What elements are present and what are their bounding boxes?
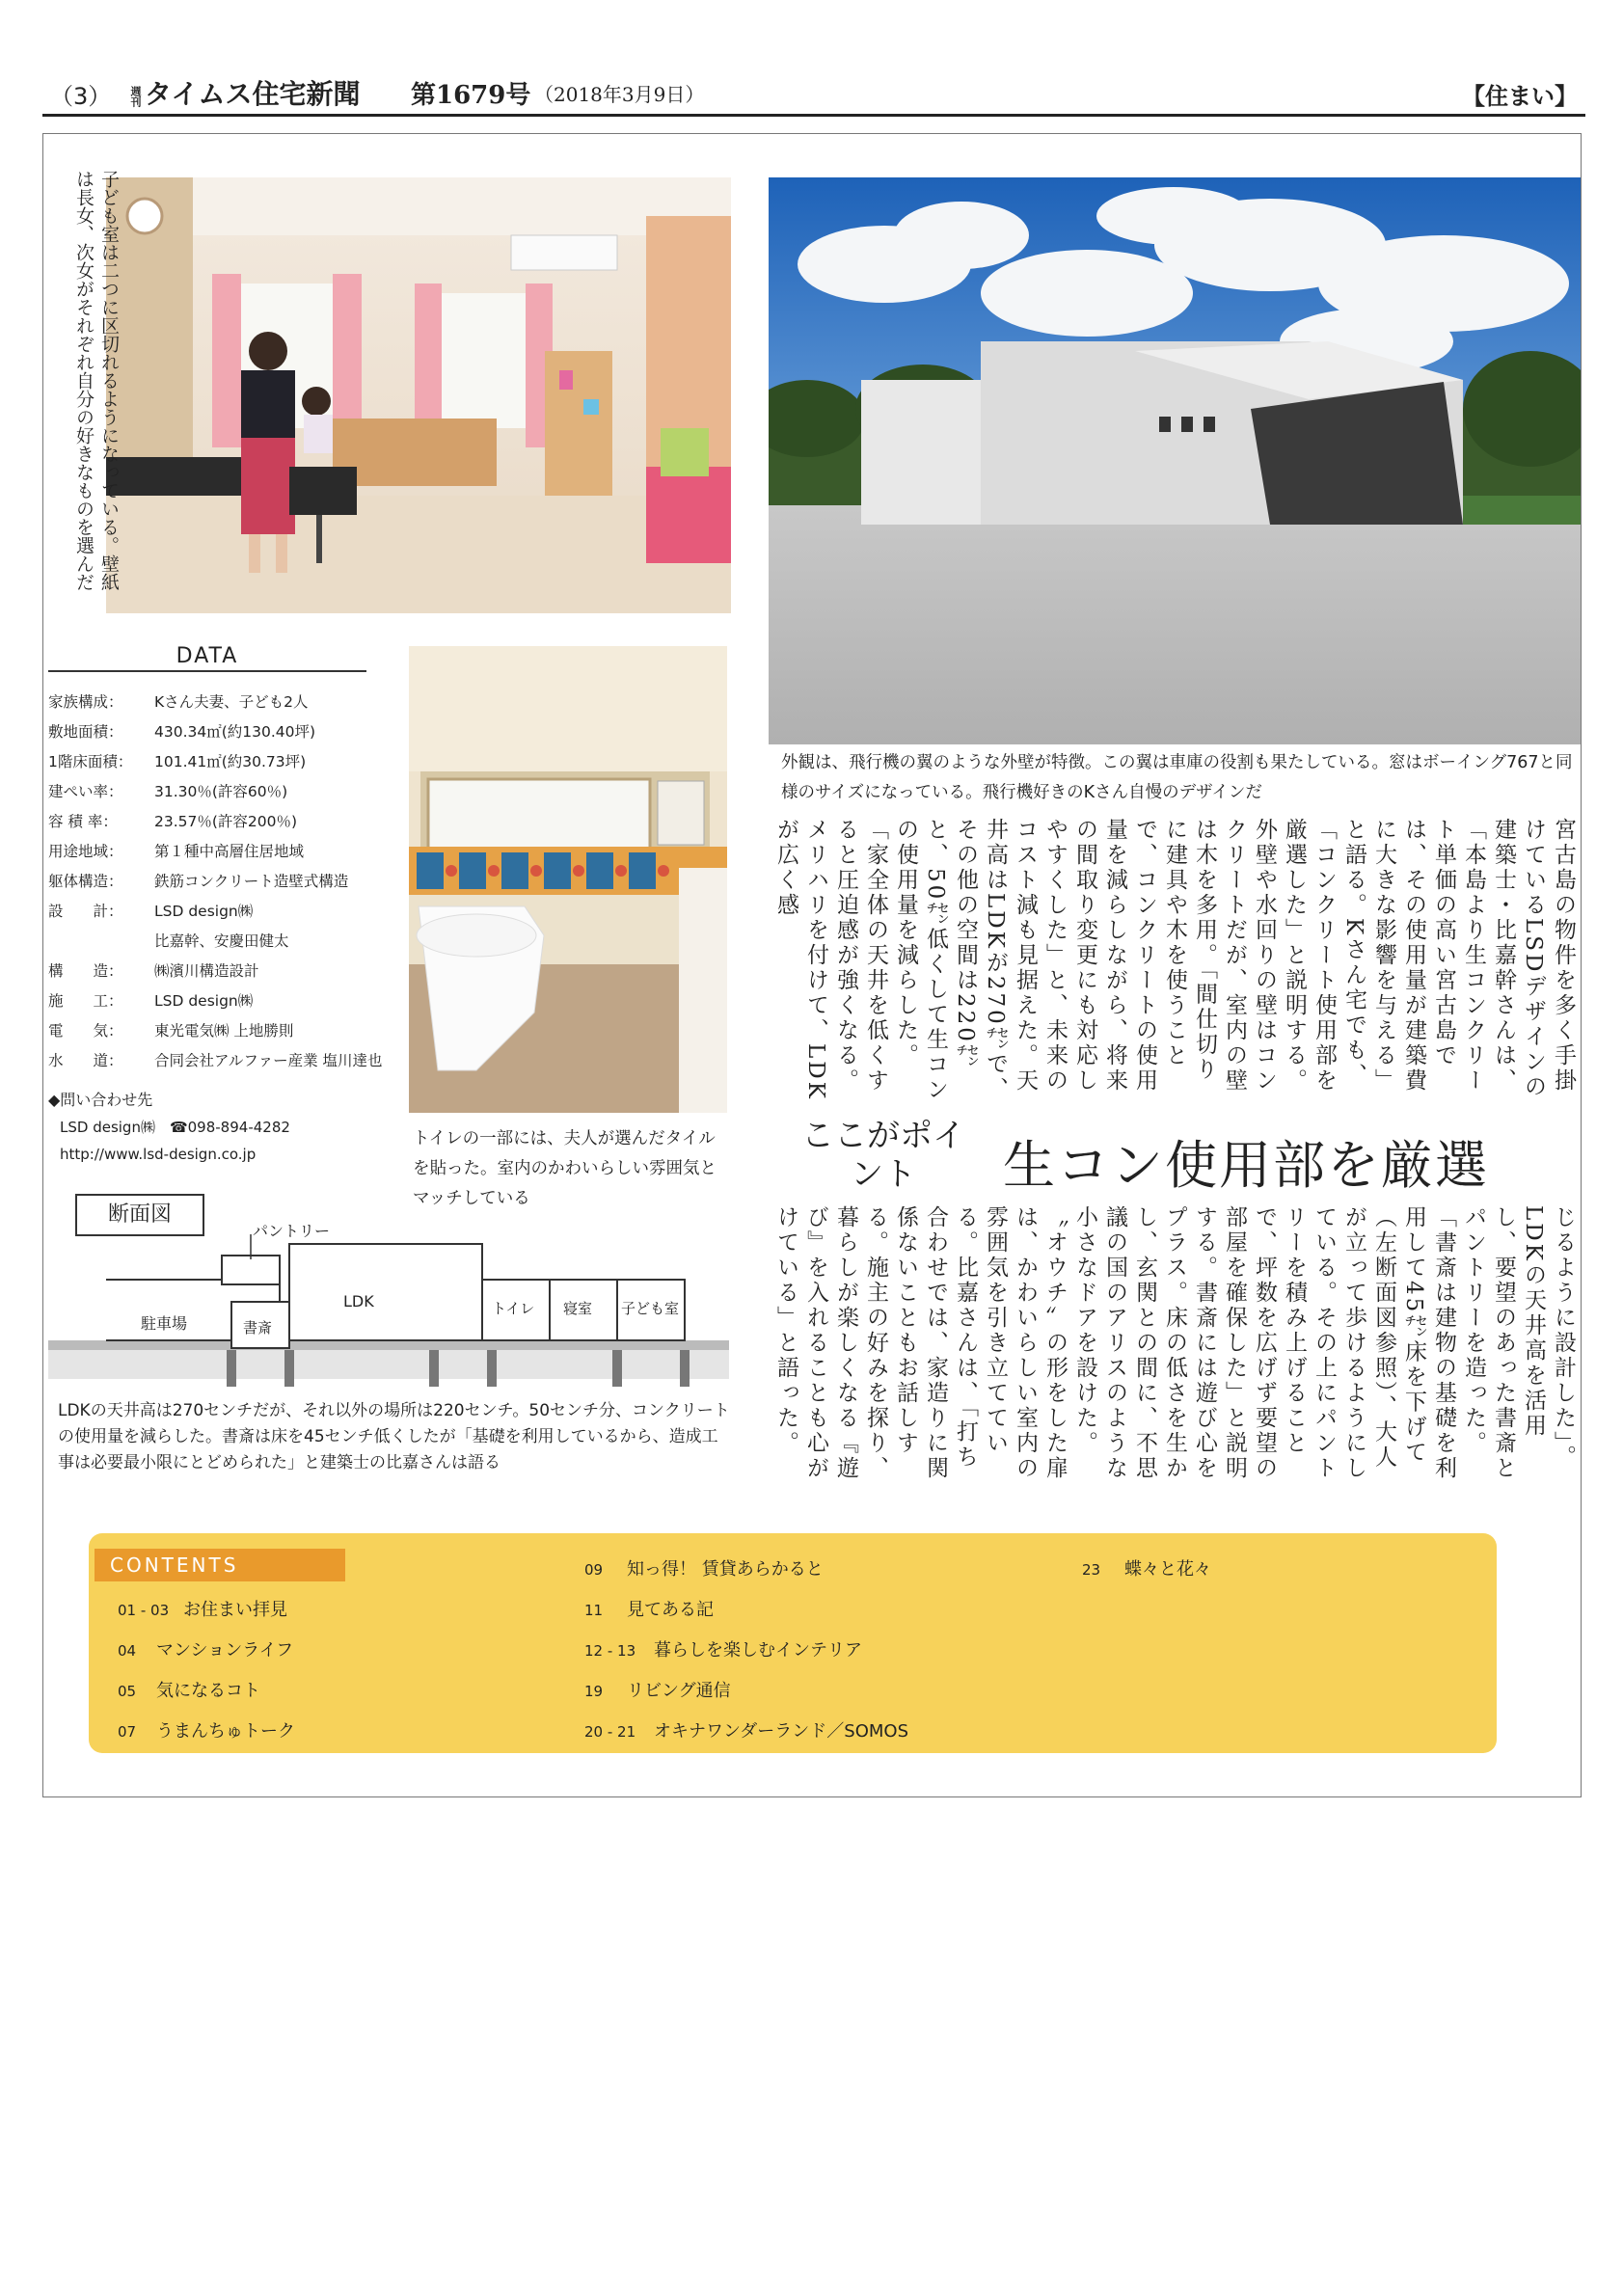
contents-num: 04	[118, 1642, 137, 1660]
data-value: 比嘉幹、安慶田健太	[154, 932, 289, 950]
data-value: LSD design㈱	[154, 992, 254, 1010]
contents-title: リビング通信	[627, 1681, 731, 1701]
contents-title: 蝶々と花々	[1124, 1559, 1211, 1580]
newspaper-title	[127, 73, 360, 112]
data-list	[48, 690, 415, 1079]
ldk-label: LDK	[343, 1292, 374, 1310]
issue-date: （2018年3月9日）	[534, 83, 705, 106]
data-label: 水 道：	[48, 1052, 123, 1069]
data-row	[48, 1049, 415, 1079]
data-row	[48, 930, 415, 959]
data-value: ㈱濱川構造設計	[154, 962, 259, 980]
data-label: 用途地域：	[48, 843, 123, 860]
point-title: 生コン使用部を厳選	[1003, 1135, 1489, 1196]
data-value: 東光電気㈱ 上地勝則	[154, 1022, 294, 1040]
point-label: ここがポイント	[801, 1117, 965, 1194]
contents-num: 19	[584, 1683, 604, 1700]
data-value: 第１種中高層住居地域	[154, 843, 305, 860]
contents-num: 12 - 13	[584, 1642, 636, 1660]
section-diagram-caption: LDKの天井高は270センチだが、それ以外の場所は220センチ。50センチ分、コンクリートの使用量を減らした。書斎は床を45センチ低くしたが「基礎を利用しているから、造成工事は必要最小限にとどめられた」と建築士の比嘉さんは語る	[58, 1401, 730, 1472]
contents-num: 07	[118, 1723, 137, 1741]
study-label: 書斎	[243, 1319, 273, 1337]
data-row	[48, 840, 415, 870]
data-label: 容 積 率：	[48, 813, 118, 830]
data-row	[48, 959, 415, 989]
data-value: 430.34㎡(約130.40坪)	[154, 723, 316, 741]
contents-title: 気になるコト	[156, 1681, 260, 1701]
data-label: 設 計：	[48, 903, 123, 920]
contact-company: LSD design㈱ ☎098-894-4282	[60, 1119, 290, 1136]
exterior-caption: 外観は、飛行機の翼のような外壁が特徴。この翼は車庫の役割も果たしている。窓はボーイング767と同様のサイズになっている。飛行機好きのKさん自慢のデザインだ	[781, 753, 1573, 802]
data-title: DATA	[48, 644, 366, 672]
contents-title: うまんちゅトーク	[156, 1721, 295, 1742]
kids-room-photo	[106, 177, 731, 613]
contents-num: 01 - 03	[118, 1602, 170, 1619]
data-value: 31.30％(許容60％)	[154, 783, 288, 800]
section-label: 【住まい】	[1462, 83, 1578, 110]
contents-num: 09	[584, 1561, 604, 1579]
section-diagram	[48, 1217, 729, 1391]
contents-title: 知っ得！ 賃貸あらかると	[627, 1559, 824, 1580]
data-row	[48, 780, 415, 810]
toilet-caption: トイレの一部には、夫人が選んだタイルを貼った。室内のかわいらしい雰囲気とマッチしている	[413, 1129, 717, 1208]
data-row	[48, 690, 415, 720]
data-row	[48, 720, 415, 750]
weekly-label: 週刊	[129, 85, 142, 107]
contents-num: 05	[118, 1683, 137, 1700]
data-label: 構 造：	[48, 962, 123, 980]
contents-title: マンションライフ	[156, 1640, 294, 1661]
kids-room-caption: 子ども室は二つに区切れるようになっている。壁紙は長女、次女がそれぞれ自分の好きなものを選んだ	[73, 170, 120, 591]
data-label: 施 工：	[48, 992, 123, 1010]
data-value: 合同会社アルファー産業 塩川達也	[154, 1052, 383, 1069]
data-label: 1階床面積：	[48, 753, 133, 770]
data-row	[48, 750, 415, 780]
contents-num: 11	[584, 1602, 604, 1619]
data-value: 101.41㎡(約30.73坪)	[154, 753, 307, 770]
contents-num: 20 - 21	[584, 1723, 636, 1741]
contact-heading: ◆問い合わせ先	[48, 1091, 153, 1109]
contents-title: お住まい拝見	[183, 1600, 287, 1620]
article-upper-column: 宮古島の物件を多く手掛けているLSDデザインの建築士・比嘉幹さんは、「本島より生コンクリート単価の高い宮古島では、その使用量が建築費に大きな影響を与える」と語る。Kさん宅でも、「コンクリート使用部を厳選した」と説明する。外壁や水回りの壁はコンクリートだが、室内の壁は木を多用。「間仕切りに建具や木を使うことで、コンクリートの使用量を減らしながら、将来の間取り変更にも対応しやすくした」と、未来のコスト減も見据えた。天井高はLDKが270㌢で、その他の空間は220㌢と、50㌢低くして生コンの使用量を減らした。「家全体の天井を低くすると圧迫感が強くなる。メリハリを付けて、LDKが広く感	[773, 818, 1576, 1103]
newspaper-name: タイムス住宅新聞	[145, 78, 361, 110]
data-value: 鉄筋コンクリート造壁式構造	[154, 873, 349, 890]
bedroom-label: 寝室	[563, 1300, 593, 1317]
section-diagram-title: 断面図	[75, 1194, 204, 1236]
parking-label: 駐車場	[141, 1314, 188, 1333]
contents-label: CONTENTS	[95, 1549, 345, 1581]
contents-num: 23	[1082, 1561, 1101, 1579]
data-label: 躯体構造：	[48, 873, 123, 890]
pantry-label: パントリー	[253, 1222, 331, 1240]
kids-room-label: 子ども室	[621, 1300, 680, 1317]
data-row	[48, 900, 415, 930]
contents-title: 暮らしを楽しむインテリア	[654, 1640, 862, 1661]
data-value: 23.57％(許容200％)	[154, 813, 298, 830]
contents-title: オキナワンダーランド／SOMOS	[654, 1721, 908, 1742]
data-row	[48, 810, 415, 840]
exterior-photo	[769, 177, 1581, 744]
data-row	[48, 1019, 415, 1049]
page-number: （3）	[50, 83, 112, 110]
toilet-label: トイレ	[492, 1300, 535, 1317]
header-rule	[42, 114, 1585, 117]
data-label: 家族構成：	[48, 693, 123, 711]
data-label: 電 気：	[48, 1022, 123, 1040]
data-value: LSD design㈱	[154, 903, 254, 920]
issue-number: 第1679号	[411, 81, 531, 110]
page-header	[42, 71, 1585, 112]
data-label: 敷地面積：	[48, 723, 123, 741]
toilet-photo	[409, 646, 727, 1113]
data-row	[48, 870, 415, 900]
data-value: Kさん夫妻、子ども2人	[154, 693, 309, 711]
contact-url[interactable]: http://www.lsd-design.co.jp	[60, 1146, 257, 1163]
data-row	[48, 989, 415, 1019]
contents-title: 見てある記	[627, 1600, 714, 1620]
data-label: 建ぺい率：	[48, 783, 123, 800]
article-lower-column: じるように設計した」。LDKの天井高を活用し、要望のあった書斎とパントリーを造った。「書斎は建物の基礎を利用して45㌢床を下げて（左断面図参照）、大人が立って歩けるようにしている。その上にパントリーを積み上げることで、坪数を広げず要望の部屋を確保した」と説明する。書斎には遊び心をプラス。床の低さを生かし、玄関との間に、不思議の国のアリスのような小さなドアを設けた。〝オウチ〟の形をした扉は、かわいらしい室内の雰囲気を引き立てている。比嘉さんは、「打ち合わせでは、家造りに関係ないこともお話しする。施主の好みを探り、暮らしが楽しくなる『遊び』を入れることも心がけている」と語った。	[773, 1205, 1576, 1481]
